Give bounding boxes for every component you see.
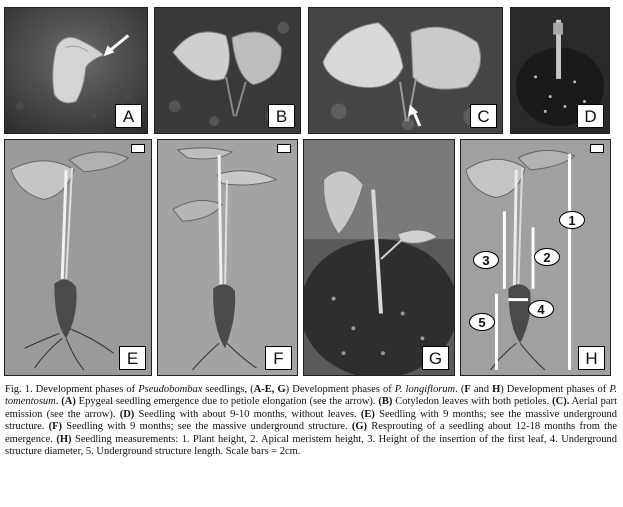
caption-text: . ( [455, 384, 465, 395]
measurement-label-2: 2 [534, 248, 560, 266]
scale-bar [131, 144, 145, 153]
caption-text: Epygeal seedling emergence due to petiole elongation (see the arrow). [75, 396, 379, 408]
panel-label-d: D [577, 104, 604, 128]
panel-g-photo [303, 139, 455, 376]
caption-text: ) Development phases of [285, 384, 395, 395]
caption-panel-ref: (D) [119, 408, 135, 420]
panel-label-e: E [119, 346, 146, 370]
panel-d-photo [510, 7, 610, 134]
measurement-label-1: 1 [559, 211, 585, 229]
caption-figure-number: Fig. 1. [5, 384, 33, 395]
panel-b-photo [154, 7, 301, 134]
caption-panel-ref: F [464, 384, 471, 395]
caption-species: P. longiflorum [394, 384, 456, 395]
caption-text: Resprouting of a seedling about 12-18 months from the emergence. [5, 421, 617, 445]
panel-a-photo [4, 7, 148, 134]
panel-h-photo [460, 139, 611, 376]
caption-genus: Pseudobombax [138, 384, 203, 395]
caption-text: Seedling with 9 months; see the massive underground structure. [62, 421, 352, 433]
panel-label-a: A [115, 104, 142, 128]
caption-panel-ref: (G) [351, 421, 368, 433]
caption-text: Seedling with 9 months; see the massive underground structure. [5, 408, 617, 433]
resprouting-seedling-image [304, 140, 454, 375]
panel-label-f: F [265, 346, 292, 370]
panel-label-h: H [578, 346, 605, 370]
measurement-label-3: 3 [473, 251, 499, 269]
caption-panel-ref: H [492, 384, 501, 395]
caption-text: Cotyledon leaves with both petioles. [392, 396, 553, 408]
measurement-label-4: 4 [528, 300, 554, 318]
panel-label-g: G [422, 346, 449, 370]
caption-text: Development phases of [32, 384, 139, 395]
caption-panel-ref: (B) [378, 396, 393, 408]
figure-caption [5, 384, 617, 458]
caption-text: ) Development phases of [500, 384, 610, 395]
caption-panel-ref: (E) [360, 408, 375, 420]
caption-text: seedlings, ( [202, 384, 254, 395]
measurement-label-5: 5 [469, 313, 495, 331]
caption-text: . [55, 396, 62, 408]
panel-label-b: B [268, 104, 295, 128]
scale-bar [590, 144, 604, 153]
caption-panel-ref: (C). [552, 396, 570, 408]
caption-text: Aerial part emission (see the arrow). [5, 396, 618, 420]
caption-species: P. tomentosum [5, 384, 618, 408]
caption-panel-ref: (H) [56, 433, 72, 445]
panel-label-c: C [470, 104, 497, 128]
caption-panel-ref: (F) [48, 421, 63, 433]
panel-e-photo [4, 139, 152, 376]
caption-text: Seedling measurements: 1. Plant height, 2. Apical meristem height, 3. Height of the insertion of the first leaf, 4. Underground structure diameter, 5. Underground structure length. Scale bars = 2cm. [5, 433, 618, 458]
scale-bar [277, 144, 291, 153]
caption-text: Seedling with about 9-10 months, without leaves. [134, 408, 361, 420]
caption-panel-ref: (A) [61, 396, 76, 408]
caption-panel-ref: A-E, G [253, 384, 286, 395]
panel-f-photo [157, 139, 298, 376]
caption-text: and [470, 384, 493, 395]
panel-c-photo [308, 7, 503, 134]
seedling-9-months-image [158, 140, 297, 375]
seedling-9-months-image [5, 140, 151, 375]
